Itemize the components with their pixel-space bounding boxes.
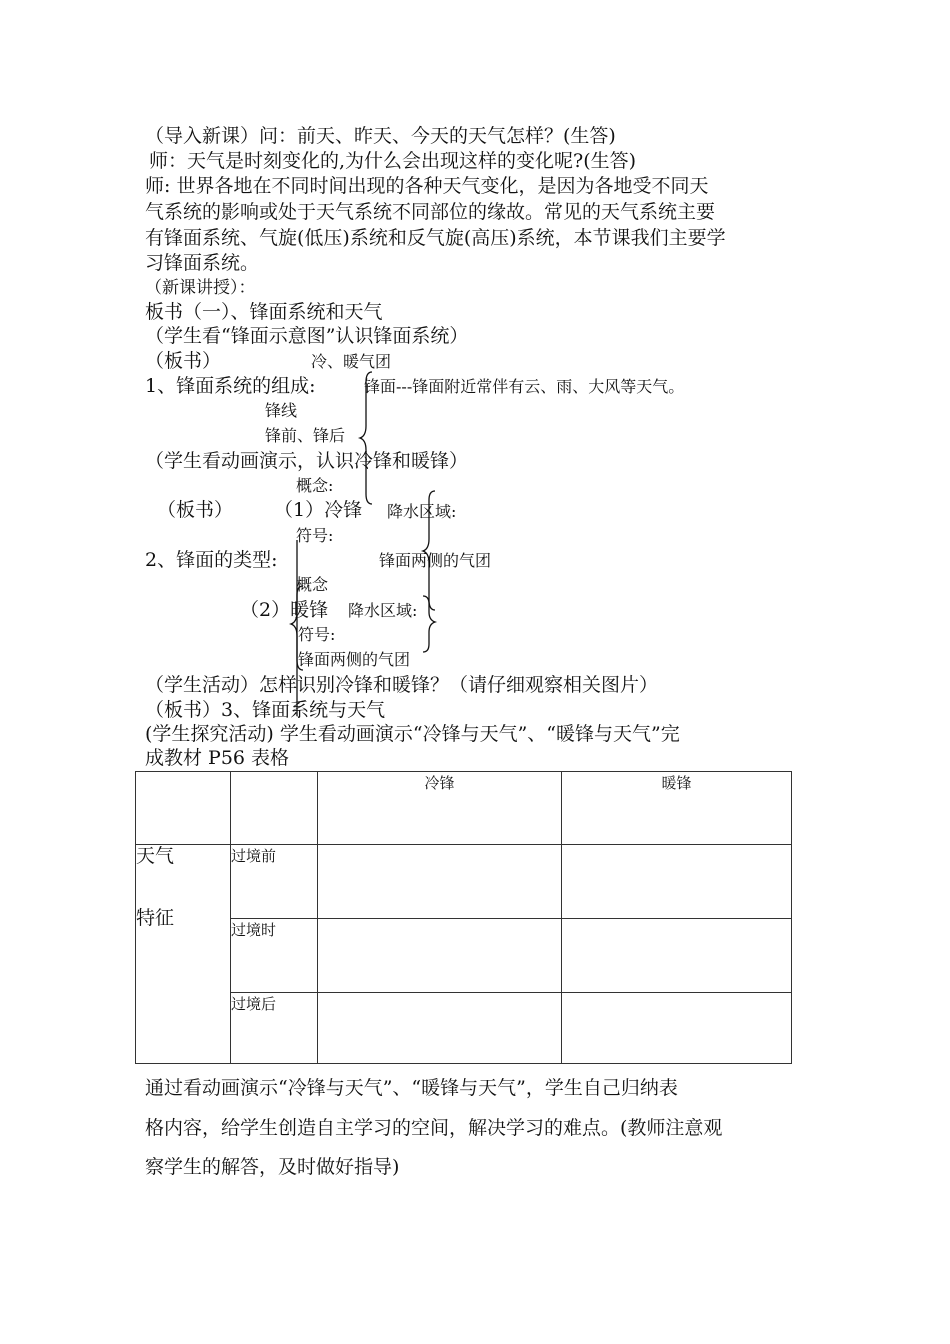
row-label-during: 过境时	[231, 919, 318, 993]
cell-warm-after[interactable]	[562, 993, 792, 1064]
composition-label: 1、锋面系统的组成:	[145, 375, 316, 397]
cell-cold-after[interactable]	[318, 993, 562, 1064]
board-heading-1: 板书（一）、锋面系统和天气	[145, 301, 383, 323]
warm-front-label: （2）暖锋	[240, 599, 329, 621]
air-masses-2: 锋面两侧的气团	[298, 650, 411, 669]
intro-line-2: 师：天气是时刻变化的,为什么会出现这样的变化呢?(生答)	[149, 150, 637, 172]
intro-para-line: 气系统的影响或处于天气系统不同部位的缘故。常见的天气系统主要	[145, 201, 716, 223]
cold-warm-air-mass: 冷、暖气团	[311, 352, 392, 371]
intro-para-line: 习锋面系统。	[145, 252, 260, 274]
row-group-line: 天气	[136, 845, 175, 867]
header-cold-front: 冷锋	[318, 772, 562, 845]
board-label-2: （板书）	[157, 499, 234, 521]
cell-cold-during[interactable]	[318, 919, 562, 993]
table-corner-cell	[136, 772, 231, 845]
precip-area-2: 降水区域:	[348, 601, 418, 620]
board-label: （板书）	[145, 350, 222, 372]
closing-line: 察学生的解答，及时做好指导)	[145, 1156, 400, 1178]
cold-front-brace	[423, 491, 435, 610]
types-label: 2、锋面的类型:	[145, 549, 278, 571]
row-label-after: 过境后	[231, 993, 318, 1064]
front-line-text: 锋线	[265, 401, 298, 420]
row-group-line: 特征	[136, 907, 175, 929]
symbol-label-1: 符号:	[296, 526, 334, 545]
closing-line: 通过看动画演示“冷锋与天气”、“暖锋与天气”，学生自己归纳表	[145, 1077, 678, 1099]
symbol-label-2: 符号:	[298, 625, 336, 644]
watch-animation-note: （学生看动画演示，认识冷锋和暖锋）	[145, 450, 469, 472]
cold-front-label: （1）冷锋	[274, 499, 363, 521]
intro-line-1: （导入新课）问：前天、昨天、今天的天气怎样？(生答)	[145, 125, 616, 147]
precip-area-1: 降水区域:	[387, 502, 457, 521]
intro-para-line: 有锋面系统、气旋(低压)系统和反气旋(高压)系统，本节课我们主要学	[145, 227, 726, 249]
cell-warm-during[interactable]	[562, 919, 792, 993]
air-masses-1: 锋面两侧的气团	[379, 551, 492, 570]
row-group-weather-features	[136, 845, 231, 1064]
closing-line: 格内容，给学生创造自主学习的空间，解决学习的难点。(教师注意观	[145, 1117, 723, 1139]
row-label-before: 过境前	[231, 845, 318, 919]
front-surface-text: 锋面---锋面附近常伴有云、雨、大风等天气。	[364, 377, 685, 396]
concept-label-2: 概念	[296, 575, 329, 594]
intro-para-line: 师: 世界各地在不同时间出现的各种天气变化，是因为各地受不同天	[145, 175, 709, 197]
composition-brace	[360, 372, 372, 504]
warm-precip-brace	[423, 596, 435, 652]
student-activity-note: （学生活动）怎样识别冷锋和暖锋？（请仔细观察相关图片）	[145, 674, 659, 696]
front-before-after-text: 锋前、锋后	[265, 426, 346, 445]
cell-warm-before[interactable]	[562, 845, 792, 919]
table-blank-head	[231, 772, 318, 845]
new-lesson-heading: （新课讲授）：	[145, 278, 256, 298]
board-heading-3: （板书）3、锋面系统与天气	[145, 699, 386, 721]
weather-table	[135, 771, 792, 1064]
concept-label-1: 概念:	[296, 476, 334, 495]
header-warm-front: 暖锋	[562, 772, 792, 845]
view-diagram-note: （学生看“锋面示意图”认识锋面系统）	[145, 325, 469, 347]
explore-line: 成教材 P56 表格	[145, 747, 290, 769]
cell-cold-before[interactable]	[318, 845, 562, 919]
explore-line: (学生探究活动) 学生看动画演示“冷锋与天气”、“暖锋与天气”完	[145, 723, 680, 745]
